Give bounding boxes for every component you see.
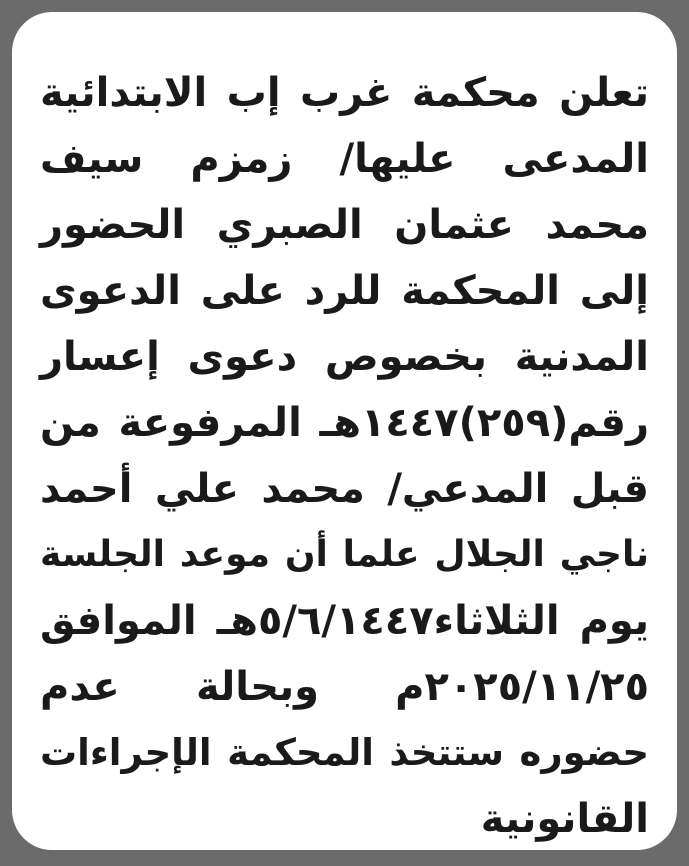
notice-line-6: رقم(٢٥٩)١٤٤٧هـ المرفوعة من (40, 400, 649, 446)
notice-line-12: القانونية (480, 796, 649, 842)
notice-line-11: حضوره ستتخذ المحكمة الإجراءات (40, 731, 649, 774)
notice-line-3: محمد عثمان الصبري الحضور (40, 202, 649, 248)
notice-line-1: تعلن محكمة غرب إب الابتدائية (40, 70, 649, 116)
notice-line-2: المدعى عليها/ زمزم سيف (40, 136, 649, 182)
notice-line-10: ٢٠٢٥/١١/٢٥م وبحالة عدم (40, 664, 649, 710)
notice-line-5: المدنية بخصوص دعوى إعسار (40, 334, 649, 380)
court-notice-text (40, 60, 649, 850)
notice-card (12, 12, 677, 850)
notice-line-4: إلى المحكمة للرد على الدعوى (40, 268, 649, 314)
notice-line-8: ناجي الجلال علما أن موعد الجلسة (40, 534, 649, 575)
notice-line-9: يوم الثلاثاء٥/٦/١٤٤٧هـ الموافق (40, 598, 649, 644)
notice-line-7: قبل المدعي/ محمد علي أحمد (40, 466, 649, 512)
